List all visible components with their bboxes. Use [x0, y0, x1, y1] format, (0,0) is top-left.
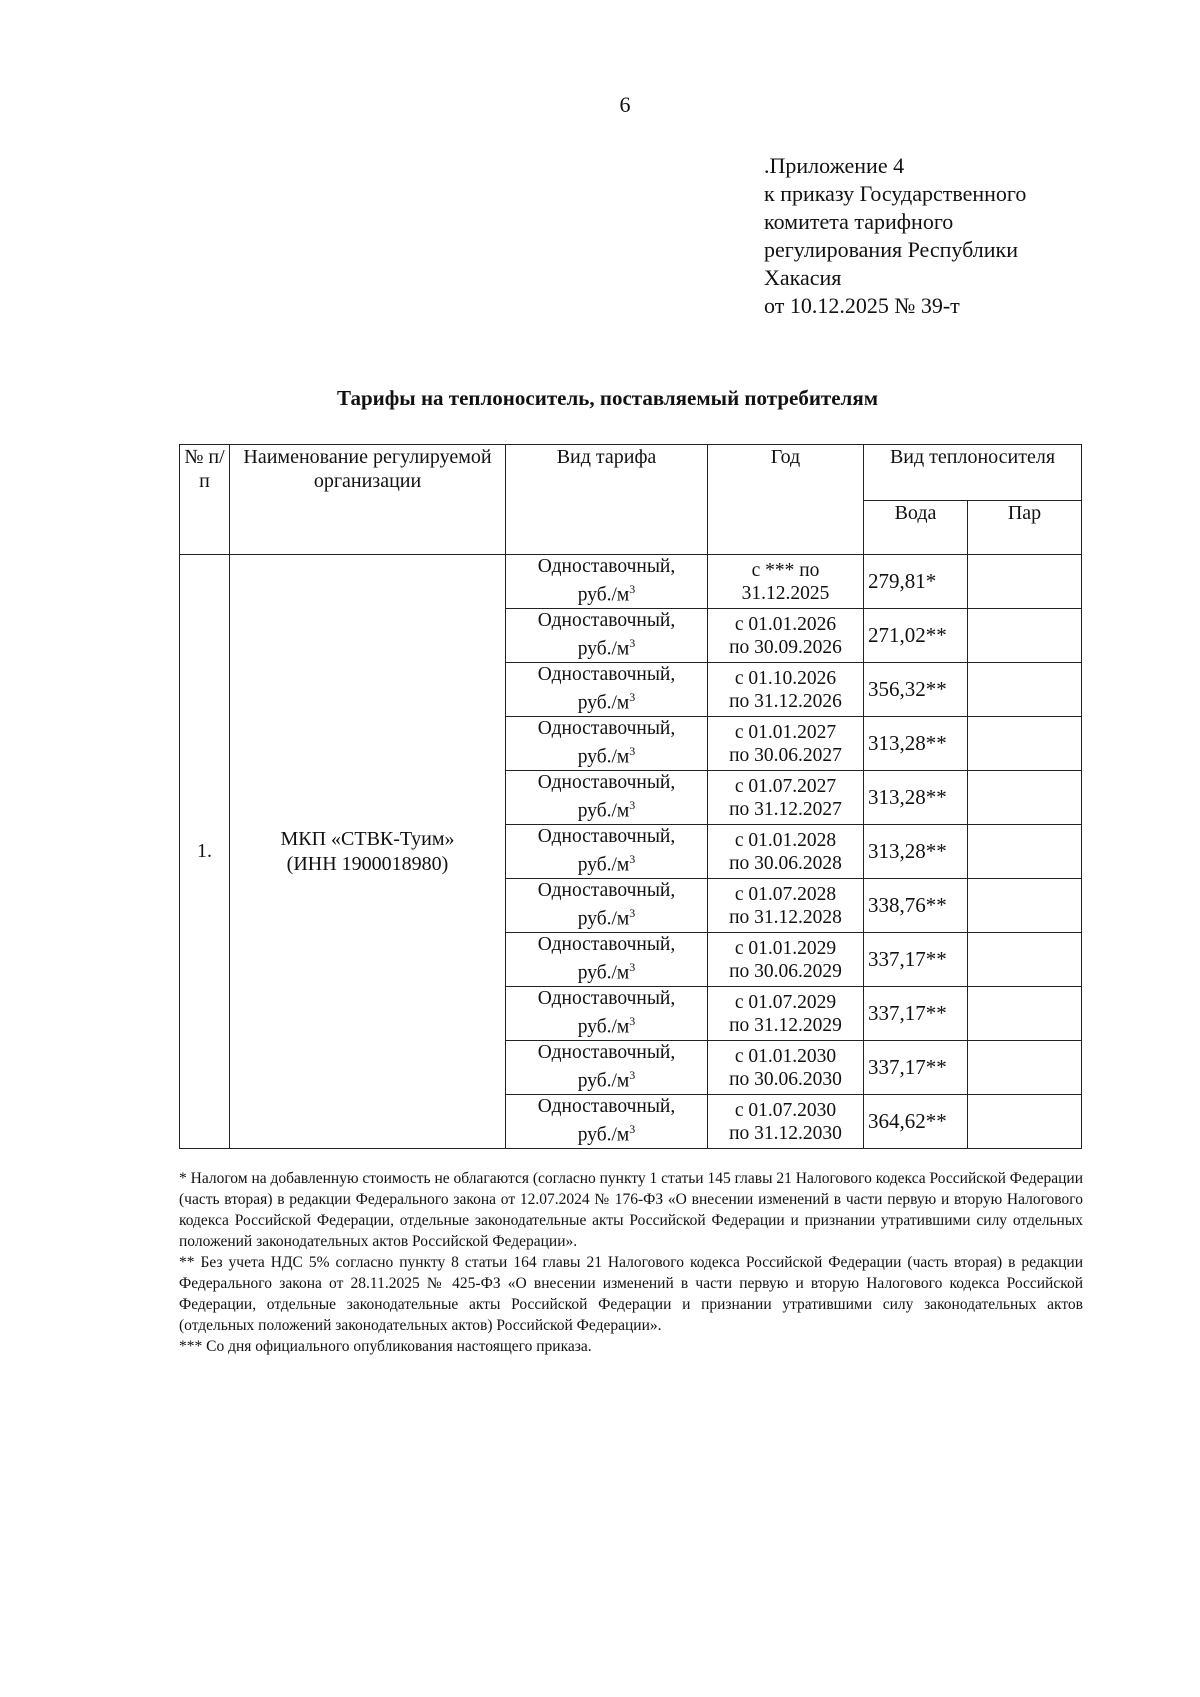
tariff-table [179, 444, 1082, 1149]
footnote-3: *** Со дня официального опубликования настоящего приказа. [179, 1338, 592, 1355]
tariff-unit: $руб./м^3$ [577, 798, 636, 822]
tariff-type-cell [506, 825, 708, 879]
steam-tariff [968, 717, 1082, 771]
appendix-line: Хакасия [764, 265, 842, 290]
period-end: по 30.06.2027 [729, 744, 842, 766]
period-start: с 01.07.2030 [734, 1099, 837, 1121]
tariff-unit: $руб./м^3$ [577, 852, 636, 876]
period-start: с 01.07.2027 [734, 775, 837, 797]
water-tariff: 337,17** [864, 1041, 968, 1095]
period-start: с 01.01.2027 [734, 721, 837, 743]
period-start: с 01.07.2029 [734, 991, 837, 1013]
tariff-type-label: Одноставочный, [537, 610, 676, 632]
tariff-type-label: Одноставочный, [537, 664, 676, 686]
tariff-type-cell [506, 987, 708, 1041]
footnote-2: ** Без учета НДС 5% согласно пункту 8 статьи 164 главы 21 Налогового кодекса Российской Федерации (часть вторая) в редакции Федерального закона от 28.11.2025 № 425-ФЗ «О внесении изменений в части первую и вторую Налогового кодекса Российской Федерации, отдельные законодательные акты Российской Федерации и признании утратившими силу законодательных актов (отдельных положений законодательных актов) Российской Федерации». [179, 1254, 1083, 1334]
steam-tariff [968, 1095, 1082, 1149]
period-end: по 30.09.2026 [729, 636, 842, 658]
organization-title: МКП «СТВК-Туим» [280, 827, 455, 850]
steam-tariff [968, 933, 1082, 987]
footnote-1: * Налогом на добавленную стоимость не облагаются (согласно пункту 1 статьи 145 главы 21 Налогового кодекса Российской Федерации (часть вторая) в редакции Федерального закона от 12.07.2024 № 176-ФЗ «О внесении изменений в части первую и вторую Налогового кодекса Российской Федерации, отдельные законодательные акты Российской Федерации и признании утратившими силу отдельных положений законодательных актов Российской Федерации». [179, 1170, 1083, 1250]
period-end: по 31.12.2030 [729, 1122, 842, 1144]
steam-tariff [968, 609, 1082, 663]
document-title: Тарифы на теплоноситель, поставляемый потребителям [337, 386, 878, 410]
period-cell [708, 987, 864, 1041]
appendix-line: комитета тарифного [764, 209, 954, 234]
period-end: по 31.12.2026 [729, 690, 842, 712]
tariff-type-cell [506, 879, 708, 933]
tariff-type-label: Одноставочный, [537, 718, 676, 740]
steam-tariff [968, 879, 1082, 933]
period-cell [708, 825, 864, 879]
appendix-line: .Приложение 4 [764, 153, 905, 178]
tariff-type-cell [506, 663, 708, 717]
header-organization: Наименование регулируемой организации [230, 445, 506, 555]
water-tariff: 313,28** [864, 771, 968, 825]
period-end: по 30.06.2029 [729, 960, 842, 982]
water-tariff: 338,76** [864, 879, 968, 933]
period-cell [708, 717, 864, 771]
appendix-line: к приказу Государственного [764, 181, 1027, 206]
period-start: с *** по [751, 559, 820, 581]
page-number: 6 [619, 92, 631, 117]
period-start: с 01.01.2028 [734, 829, 837, 851]
steam-tariff [968, 825, 1082, 879]
period-end: по 30.06.2030 [729, 1068, 842, 1090]
period-start: с 01.01.2026 [734, 613, 837, 635]
tariff-type-cell [506, 609, 708, 663]
steam-tariff [968, 771, 1082, 825]
period-cell [708, 555, 864, 609]
period-start: с 01.07.2028 [734, 883, 837, 905]
row-number: 1. [180, 555, 230, 1149]
period-end: 31.12.2025 [741, 582, 830, 604]
tariff-type-cell [506, 933, 708, 987]
water-tariff: 337,17** [864, 987, 968, 1041]
steam-tariff [968, 987, 1082, 1041]
period-end: по 30.06.2028 [729, 852, 842, 874]
period-end: по 31.12.2027 [729, 798, 842, 820]
water-tariff: 313,28** [864, 717, 968, 771]
header-year: Год [708, 445, 864, 555]
period-start: с 01.01.2029 [734, 937, 837, 959]
tariff-unit: $руб./м^3$ [577, 1014, 636, 1038]
header-water: Вода [864, 501, 968, 555]
period-cell [708, 1095, 864, 1149]
tariff-type-label: Одноставочный, [537, 1042, 676, 1064]
header-steam: Пар [968, 501, 1082, 555]
tariff-type-label: Одноставочный, [537, 772, 676, 794]
tariff-type-label: Одноставочный, [537, 934, 676, 956]
water-tariff: 337,17** [864, 933, 968, 987]
water-tariff: 356,32** [864, 663, 968, 717]
header-tariff-type: Вид тарифа [506, 445, 708, 555]
tariff-type-cell [506, 1041, 708, 1095]
water-tariff: 271,02** [864, 609, 968, 663]
period-cell [708, 879, 864, 933]
organization-name [230, 555, 506, 1149]
appendix-line: от 10.12.2025 № 39-т [764, 293, 960, 318]
header-heat-carrier: Вид теплоносителя [864, 445, 1082, 501]
steam-tariff [968, 555, 1082, 609]
tariff-unit: $руб./м^3$ [577, 744, 636, 768]
appendix-line: регулирования Республики [764, 237, 1018, 262]
period-cell [708, 933, 864, 987]
tariff-type-label: Одноставочный, [537, 826, 676, 848]
period-end: по 31.12.2028 [729, 906, 842, 928]
tariff-type-cell [506, 555, 708, 609]
period-cell [708, 663, 864, 717]
tariff-unit: $руб./м^3$ [577, 582, 636, 606]
period-end: по 31.12.2029 [729, 1014, 842, 1036]
period-cell [708, 609, 864, 663]
tariff-unit: $руб./м^3$ [577, 960, 636, 984]
tariff-unit: $руб./м^3$ [577, 1122, 636, 1146]
period-start: с 01.01.2030 [734, 1045, 837, 1067]
water-tariff: 313,28** [864, 825, 968, 879]
tariff-type-label: Одноставочный, [537, 988, 676, 1010]
tariff-rows [180, 555, 1082, 1149]
tariff-type-label: Одноставочный, [537, 556, 676, 578]
period-cell [708, 1041, 864, 1095]
water-tariff: 279,81* [864, 555, 968, 609]
period-cell [708, 771, 864, 825]
tariff-type-label: Одноставочный, [537, 880, 676, 902]
tariff-type-label: Одноставочный, [537, 1096, 676, 1118]
table-row [180, 555, 1082, 609]
tariff-unit: $руб./м^3$ [577, 906, 636, 930]
appendix-block [764, 152, 1026, 320]
tariff-unit: $руб./м^3$ [577, 1068, 636, 1092]
tariff-type-cell [506, 771, 708, 825]
footnotes [179, 1168, 1083, 1357]
steam-tariff [968, 663, 1082, 717]
header-number: № п/п [180, 445, 230, 555]
tariff-type-cell [506, 717, 708, 771]
water-tariff: 364,62** [864, 1095, 968, 1149]
tariff-type-cell [506, 1095, 708, 1149]
tariff-unit: $руб./м^3$ [577, 636, 636, 660]
steam-tariff [968, 1041, 1082, 1095]
period-start: с 01.10.2026 [734, 667, 837, 689]
tariff-unit: $руб./м^3$ [577, 690, 636, 714]
organization-inn: (ИНН 1900018980) [286, 852, 449, 875]
